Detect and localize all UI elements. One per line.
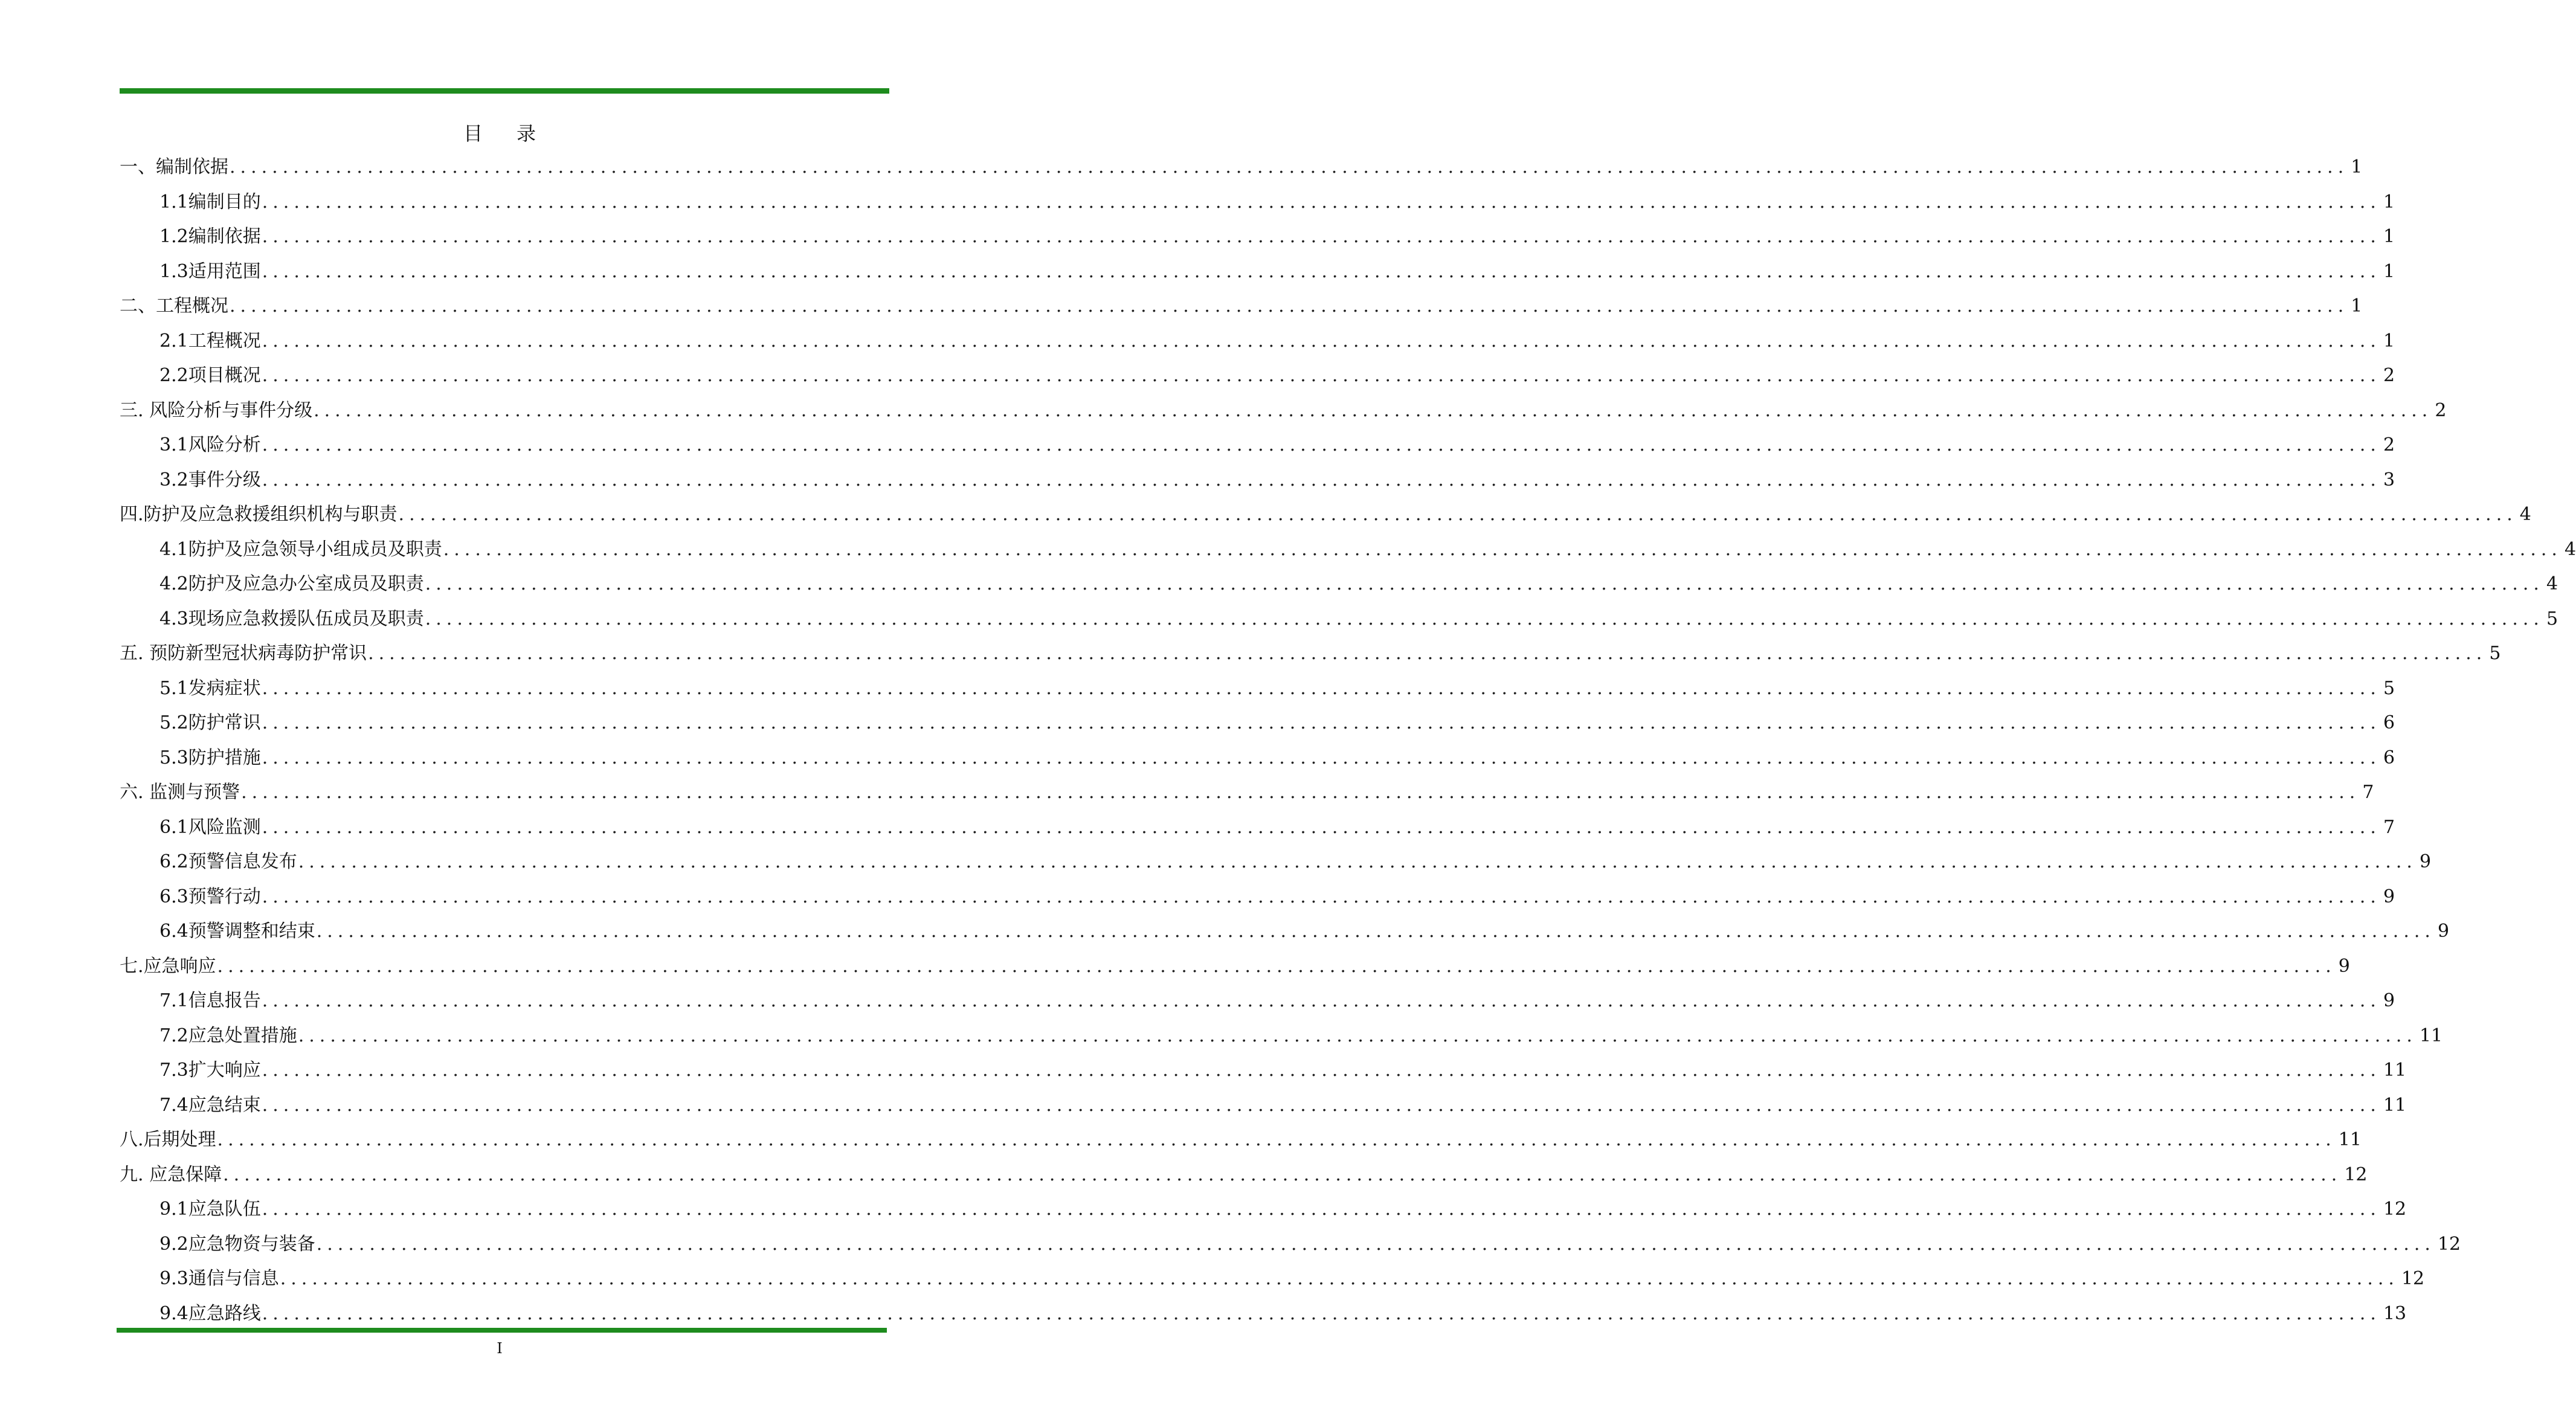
toc-entry-label: 三. 风险分析与事件分级 bbox=[120, 399, 313, 421]
toc-entry-label: 九. 应急保障 bbox=[120, 1164, 222, 1185]
toc-dot-leader: ........................................................................................................................................................................................................ bbox=[368, 643, 2487, 664]
toc-entry[interactable] bbox=[120, 1192, 2407, 1227]
toc-entry[interactable] bbox=[120, 185, 2395, 220]
toc-dot-leader: ........................................................................................................................................................................................................ bbox=[262, 990, 2381, 1011]
toc-dot-leader: ........................................................................................................................................................................................................ bbox=[262, 816, 2381, 838]
toc-entry-page: 9 bbox=[2437, 921, 2450, 942]
toc-entry-page: 5 bbox=[2383, 677, 2395, 699]
toc-entry-label: 7.2应急处置措施 bbox=[159, 1025, 297, 1046]
toc-entry-page: 4 bbox=[2519, 504, 2531, 525]
toc-entry[interactable] bbox=[120, 636, 2501, 671]
toc-dot-leader: ........................................................................................................................................................................................................ bbox=[280, 1268, 2399, 1289]
toc-entry-label: 4.2防护及应急办公室成员及职责 bbox=[159, 573, 424, 594]
toc-entry-label: 6.1风险监测 bbox=[159, 816, 261, 838]
toc-title-right: 录 bbox=[517, 122, 536, 145]
toc-dot-leader: ........................................................................................................................................................................................................ bbox=[230, 156, 2349, 178]
toc-entry-page: 11 bbox=[2419, 1025, 2443, 1046]
toc-entry-label: 2.1工程概况 bbox=[159, 330, 261, 352]
toc-entry-label: 5.1发病症状 bbox=[159, 677, 261, 699]
toc-entry-label: 2.2项目概况 bbox=[159, 365, 261, 386]
toc-dot-leader: ........................................................................................................................................................................................................ bbox=[262, 1094, 2381, 1116]
toc-dot-leader: ........................................................................................................................................................................................................ bbox=[262, 886, 2381, 907]
toc-entry[interactable] bbox=[120, 150, 2363, 185]
toc-entry[interactable] bbox=[120, 497, 2531, 532]
toc-entry-page: 1 bbox=[2351, 295, 2363, 317]
toc-entry-page: 13 bbox=[2383, 1302, 2407, 1324]
toc-entry-label: 六. 监测与预警 bbox=[120, 782, 240, 803]
toc-dot-leader: ........................................................................................................................................................................................................ bbox=[262, 1199, 2381, 1220]
toc-entry[interactable] bbox=[120, 254, 2395, 289]
toc-entry[interactable] bbox=[120, 532, 2576, 567]
toc-dot-leader: ........................................................................................................................................................................................................ bbox=[262, 1302, 2381, 1324]
toc-entry[interactable] bbox=[120, 1122, 2362, 1157]
toc-entry-page: 9 bbox=[2383, 886, 2395, 907]
toc-entry[interactable] bbox=[120, 810, 2395, 845]
toc-entry[interactable] bbox=[120, 1227, 2461, 1262]
toc-entry-page: 4 bbox=[2564, 538, 2576, 560]
toc-entry[interactable] bbox=[120, 428, 2395, 463]
toc-entry[interactable] bbox=[120, 358, 2395, 393]
toc-entry[interactable] bbox=[120, 880, 2395, 915]
toc-entry-label: 3.1风险分析 bbox=[159, 434, 261, 455]
toc-dot-leader: ........................................................................................................................................................................................................ bbox=[262, 747, 2381, 768]
toc-dot-leader: ........................................................................................................................................................................................................ bbox=[262, 226, 2381, 247]
toc-entry-page: 9 bbox=[2338, 955, 2350, 977]
toc-entry-label: 4.1防护及应急领导小组成员及职责 bbox=[159, 538, 442, 560]
toc-entry[interactable] bbox=[120, 1053, 2407, 1088]
toc-entry-page: 12 bbox=[2437, 1233, 2461, 1255]
toc-entry[interactable] bbox=[120, 914, 2450, 949]
toc-dot-leader: ........................................................................................................................................................................................................ bbox=[262, 469, 2381, 491]
toc-entry[interactable] bbox=[120, 949, 2350, 984]
toc-dot-leader: ........................................................................................................................................................................................................ bbox=[425, 573, 2544, 594]
toc-entry-label: 7.4应急结束 bbox=[159, 1094, 261, 1116]
toc-entry[interactable] bbox=[120, 1157, 2368, 1193]
toc-dot-leader: ........................................................................................................................................................................................................ bbox=[314, 399, 2433, 421]
toc-entry[interactable] bbox=[120, 741, 2395, 776]
toc-dot-leader: ........................................................................................................................................................................................................ bbox=[217, 1129, 2336, 1150]
toc-entry-page: 6 bbox=[2383, 712, 2395, 733]
toc-entry-label: 一、编制依据 bbox=[120, 156, 228, 178]
toc-entry-label: 9.2应急物资与装备 bbox=[159, 1233, 315, 1255]
page-number: I bbox=[497, 1340, 503, 1357]
toc-entry[interactable] bbox=[120, 1296, 2407, 1331]
toc-dot-leader: ........................................................................................................................................................................................................ bbox=[398, 504, 2517, 525]
toc-dot-leader: ........................................................................................................................................................................................................ bbox=[262, 434, 2381, 455]
toc-dot-leader: ........................................................................................................................................................................................................ bbox=[298, 851, 2417, 872]
toc-entry[interactable] bbox=[120, 602, 2558, 637]
toc-entry-label: 5.2防护常识 bbox=[159, 712, 261, 733]
toc-entry-page: 7 bbox=[2383, 816, 2395, 838]
toc-dot-leader: ........................................................................................................................................................................................................ bbox=[223, 1164, 2342, 1185]
toc-entry-page: 12 bbox=[2401, 1268, 2425, 1289]
toc-entry-page: 6 bbox=[2383, 747, 2395, 768]
toc-entry-page: 9 bbox=[2419, 851, 2432, 872]
toc-entry[interactable] bbox=[120, 1019, 2443, 1054]
toc-entry-page: 2 bbox=[2383, 365, 2395, 386]
toc-entry[interactable] bbox=[120, 775, 2374, 810]
toc-title-left: 目 bbox=[463, 122, 483, 145]
toc-entry-label: 1.3适用范围 bbox=[159, 260, 261, 282]
toc-entry[interactable] bbox=[120, 1261, 2425, 1296]
toc-dot-leader: ........................................................................................................................................................................................................ bbox=[262, 677, 2381, 699]
toc-entry-page: 1 bbox=[2383, 191, 2395, 213]
toc-entry-page: 1 bbox=[2383, 330, 2395, 352]
toc-entry[interactable] bbox=[120, 1088, 2407, 1123]
toc-entry-page: 11 bbox=[2383, 1094, 2407, 1116]
toc-entry-page: 7 bbox=[2362, 782, 2374, 803]
toc-entry-label: 9.1应急队伍 bbox=[159, 1199, 261, 1220]
toc-entry-page: 4 bbox=[2546, 573, 2558, 594]
toc-entry-page: 9 bbox=[2383, 990, 2395, 1011]
toc-dot-leader: ........................................................................................................................................................................................................ bbox=[425, 608, 2544, 629]
toc-entry-label: 四.防护及应急救援组织机构与职责 bbox=[120, 504, 398, 525]
toc-entry[interactable] bbox=[120, 289, 2363, 324]
toc-entry-page: 2 bbox=[2435, 399, 2447, 421]
toc-entry-page: 5 bbox=[2489, 643, 2501, 664]
toc-entry-page: 1 bbox=[2383, 226, 2395, 247]
toc-entry-label: 9.3通信与信息 bbox=[159, 1268, 279, 1289]
toc-entry-page: 12 bbox=[2383, 1199, 2407, 1220]
toc-entry-page: 5 bbox=[2546, 608, 2558, 629]
toc-dot-leader: ........................................................................................................................................................................................................ bbox=[298, 1025, 2417, 1046]
toc-dot-leader: ........................................................................................................................................................................................................ bbox=[262, 365, 2381, 386]
toc-dot-leader: ........................................................................................................................................................................................................ bbox=[316, 1233, 2435, 1255]
toc-entry[interactable] bbox=[120, 463, 2395, 498]
toc-entry-label: 6.3预警行动 bbox=[159, 886, 261, 907]
toc-entry[interactable] bbox=[120, 567, 2558, 602]
toc-entry-label: 6.4预警调整和结束 bbox=[159, 921, 315, 942]
toc-entry-label: 1.2编制依据 bbox=[159, 226, 261, 247]
toc-entry[interactable] bbox=[120, 706, 2395, 741]
toc-entry-label: 3.2事件分级 bbox=[159, 469, 261, 491]
toc-dot-leader: ........................................................................................................................................................................................................ bbox=[262, 260, 2381, 282]
toc-entry-label: 7.1信息报告 bbox=[159, 990, 261, 1011]
toc-title bbox=[0, 118, 999, 149]
toc-entry-page: 1 bbox=[2383, 260, 2395, 282]
toc-entry-label: 七.应急响应 bbox=[120, 955, 216, 977]
toc-entry-label: 7.3扩大响应 bbox=[159, 1060, 261, 1081]
header-rule bbox=[120, 88, 889, 94]
toc-entry-label: 4.3现场应急救援队伍成员及职责 bbox=[159, 608, 424, 629]
toc-dot-leader: ........................................................................................................................................................................................................ bbox=[241, 782, 2360, 803]
toc-entry[interactable] bbox=[120, 324, 2395, 359]
toc-entry[interactable] bbox=[120, 219, 2395, 254]
toc-entry-page: 12 bbox=[2344, 1164, 2368, 1185]
toc-entry[interactable] bbox=[120, 671, 2395, 706]
toc-entry-label: 6.2预警信息发布 bbox=[159, 851, 297, 872]
toc-entry-page: 2 bbox=[2383, 434, 2395, 455]
toc-dot-leader: ........................................................................................................................................................................................................ bbox=[217, 955, 2336, 977]
footer-rule bbox=[117, 1328, 887, 1333]
toc-dot-leader: ........................................................................................................................................................................................................ bbox=[262, 330, 2381, 352]
toc-entry-label: 5.3防护措施 bbox=[159, 747, 261, 768]
toc-dot-leader: ........................................................................................................................................................................................................ bbox=[262, 712, 2381, 733]
toc-entry-label: 五. 预防新型冠状病毒防护常识 bbox=[120, 643, 367, 664]
toc-entry-page: 1 bbox=[2351, 156, 2363, 178]
toc-dot-leader: ........................................................................................................................................................................................................ bbox=[230, 295, 2349, 317]
toc-entry-page: 3 bbox=[2383, 469, 2395, 491]
toc-entry-label: 二、工程概况 bbox=[120, 295, 228, 317]
toc-dot-leader: ........................................................................................................................................................................................................ bbox=[262, 191, 2381, 213]
toc-entry[interactable] bbox=[120, 983, 2395, 1019]
toc-entry-label: 9.4应急路线 bbox=[159, 1302, 261, 1324]
toc-dot-leader: ........................................................................................................................................................................................................ bbox=[316, 921, 2435, 942]
toc-entry[interactable] bbox=[120, 845, 2432, 880]
toc-dot-leader: ........................................................................................................................................................................................................ bbox=[262, 1060, 2381, 1081]
toc-entry-label: 1.1编制目的 bbox=[159, 191, 261, 213]
toc-entry-label: 八.后期处理 bbox=[120, 1129, 216, 1150]
toc-entry-page: 11 bbox=[2338, 1129, 2362, 1150]
toc-list bbox=[120, 150, 2576, 1331]
toc-entry[interactable] bbox=[120, 393, 2447, 428]
toc-dot-leader: ........................................................................................................................................................................................................ bbox=[443, 538, 2562, 560]
toc-entry-page: 11 bbox=[2383, 1060, 2407, 1081]
